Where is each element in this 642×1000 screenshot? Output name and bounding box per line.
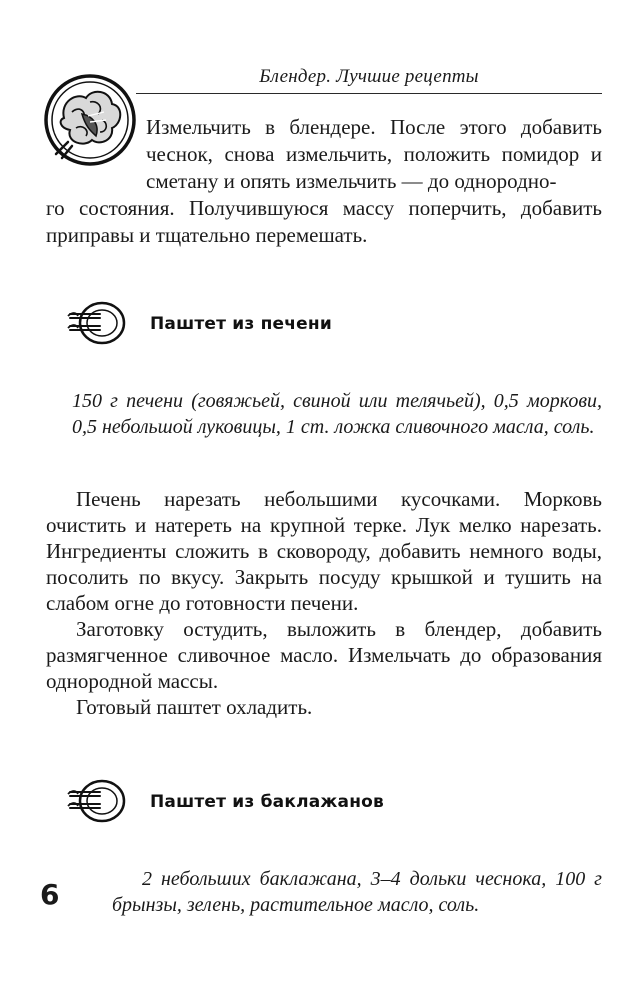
step-paragraph: Печень нарезать небольшими кусочками. Морковь очистить и натереть на крупной терке. Лук мелко нарезать. Ингредиенты сложить в сковороду, добавить немного воды, посолить по вкусу. Закрыть посуду крышкой и тушить на слабом огне до готовности печени. (46, 487, 602, 615)
intro-paragraph: Измельчить в блендере. После этого добавить чеснок, снова измельчить, положить помидор и сметану и опять измельчить — до однородно- (146, 115, 602, 193)
running-header: Блендер. Лучшие рецепты (259, 66, 479, 87)
intro-paragraph-continued: го состояния. Получившуюся массу поперчить, добавить приправы и тщательно перемешать. (46, 196, 602, 247)
recipe-title-liver-pate: Паштет из печени (150, 314, 332, 334)
ingredients-liver-pate: 150 г печени (говяжьей, свиной или телячьей), 0,5 моркови, 0,5 небольшой луковицы, 1 ст. ложка сливочного масла, соль. (72, 390, 602, 438)
plate-cutlery-icon (66, 776, 128, 826)
step-paragraph: Заготовку остудить, выложить в блендер, добавить размягченное сливочное масло. Измельчать до образования однородной массы. (46, 617, 602, 693)
ingredients-eggplant-pate: 2 небольших баклажана, 3–4 дольки чеснока, 100 г брынзы, зелень, растительное масло, соль. (112, 868, 602, 916)
plate-cutlery-icon (66, 298, 128, 348)
page-number: 6 (40, 878, 60, 911)
steps-liver-pate (46, 486, 602, 720)
recipe-title-eggplant-pate: Паштет из баклажанов (150, 792, 384, 812)
step-paragraph: Готовый паштет охладить. (76, 695, 313, 719)
vegetable-emblem-icon (42, 72, 138, 168)
header-rule (136, 93, 602, 94)
